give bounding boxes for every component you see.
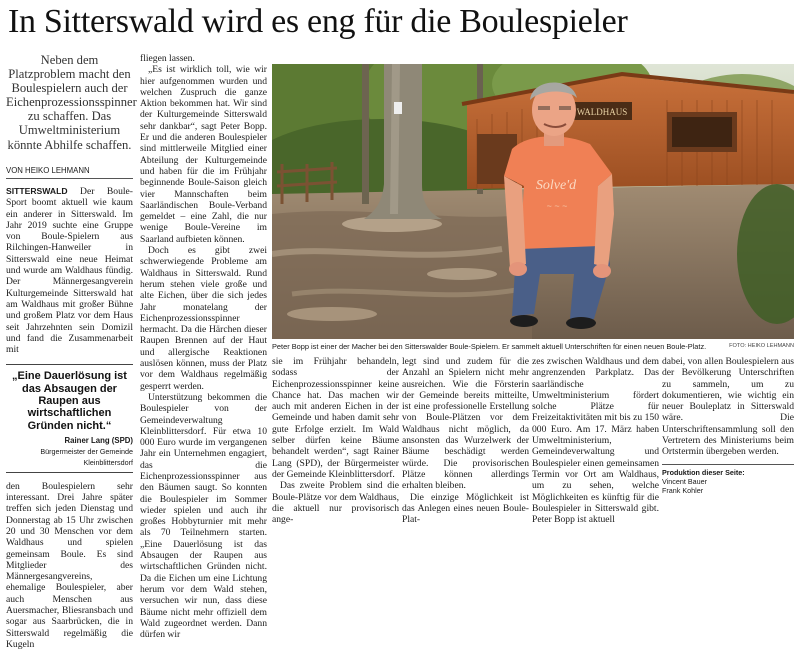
- body-paragraph: sie im Frühjahr behandeln, sodass der Eichenprozessionsspinner keine Chance hat. Das machen wir auch mit anderen Eichen in der Gemeinde und haben damit sehr gute Erfolge erzielt. Im Wald selber dürfen keine Bäume behandelt werden“, sagt Rainer Lang (SPD), der Bürgermeister der Gemeinde Kleinblittersdorf.: [272, 356, 399, 480]
- article-photo: [272, 64, 794, 339]
- pull-quote: [6, 364, 133, 476]
- photo-caption: Peter Bopp ist einer der Macher bei den Sitterswalder Boule-Spielern. Er sammelt aktuell Unterschriften für einen neuen Boule-Platz.: [272, 342, 707, 351]
- body-paragraph: fliegen lassen.: [140, 53, 195, 64]
- body-paragraph: Das zweite Problem sind die Boule-Plätze vor dem Waldhaus, die aktuell nur provisorisch ange-: [272, 480, 399, 526]
- body-paragraph: den Boulespielern sehr interessant. Drei Jahre später treffen sich jeden Dienstag und Donnerstag ab 15 Uhr zwischen 20 und 30 Menschen vor dem Waldhaus und spielen gemeinsam Boule. Es sind Mitglieder des Männergesangvereins, ehemalige Boulespieler, aber auch Menschen aus Auersmacher, Bliesransbach und sogar aus Saarbrücken, die in Sitterswald regelmäßig die Kugeln: [6, 480, 133, 650]
- lead-paragraph: [6, 186, 133, 355]
- photo-shirt-text: Solve'd: [535, 178, 577, 193]
- column-1: [6, 53, 137, 650]
- body-paragraph: legt sind und zudem für die Anzahl an Spielern nicht mehr ausreichen. Wie die Försterin der Gemeinde bereits mitteilte, ist eine professionelle Erstellung von Boule-Plätzen vor dem Waldhaus nicht möglich, da ansonsten das Wurzelwerk der Bäume beschädigt werden würde. Die provisorischen Plätze können allerdings erhalten bleiben.: [402, 356, 529, 492]
- production-credit-name: Frank Kohler: [662, 486, 704, 496]
- pull-quote-role: Bürgermeister der Gemeinde Kleinblittersdorf: [6, 446, 133, 473]
- body-paragraph: Doch es gibt zwei schwerwiegende Probleme am Waldhaus in Sitterswald. Rund herum stehen viele große und alte Eichen, über die sich jedes Jahr monatelang der Eichenprozessionsspinner hermacht. Da die Härchen dieser Raupen Brennen auf der Haut und allergische Reaktionen auslösen können, muss der Platz vor dem Waldhaus regelmäßig gesperrt werden.: [140, 245, 267, 392]
- dateline: SITTERSWALD: [6, 185, 68, 196]
- pull-quote-text: „Eine Dauerlösung ist das Absaugen der Raupen aus wirtschaftlichen Gründen nicht.“: [12, 370, 127, 432]
- column-4: [402, 356, 529, 525]
- lead-text: Der Boule-Sport boomt aktuell wie kaum ein anderer in Sitterswald. Im Jahr 2019 suchte eine Gruppe von Boule-Spielern aus Rilchingen-Hanweiler in Sitterswald eine neue Heimat und wurde am Waldhaus fündig. Der Männergesangverein Kulturgemeinde Sitterswald hat am Waldhaus mit großer Bühne und großem Platz vor dem Haus seit Jahrzehnten sein Domizil und fand die Zusammenarbeit mit: [6, 185, 133, 356]
- svg-text:~ ~ ~: ~ ~ ~: [546, 201, 568, 211]
- photo-sign-text: WALDHAUS: [576, 107, 628, 117]
- production-credits-title: Produktion dieser Seite:: [662, 467, 745, 477]
- column-3: [272, 356, 399, 525]
- column-2: [140, 53, 267, 640]
- column-6: [662, 356, 794, 496]
- photo-credit: FOTO: HEIKO LEHMANN: [729, 343, 794, 349]
- body-paragraph: Unterstützung bekommen die Boulespieler von der Gemeindeverwaltung Kleinblittersdorf. Für etwa 10 000 Euro wurde im vergangenen Jahr ein Unternehmen engagiert, das die Eichenprozessionsspinner aus den Bäumen saugt. So konnten die Boulespieler im Sommer wieder spielen und auch ihr großes Hobbyturnier mit mehr als 70 Teilnehmern starten. „Eine Dauerlösung ist das Absaugen der Raupen aus wirtschaftlichen Gründen nicht. Da die Eichen um eine Lichtung herum vor dem Wald stehen, versuchen wir nun, dass diese Bäume nicht mehr offiziell dem Wald zugeordnet werden. Dann dürfen wir: [140, 391, 267, 641]
- pull-quote-author: Rainer Lang (SPD): [64, 435, 133, 445]
- byline: VON HEIKO LEHMANN: [6, 165, 133, 179]
- body-paragraph: zes zwischen Waldhaus und dem angrenzenden Parkplatz. Das saarländische Umweltministerium fördert solche Plätze für Freizeitaktivitäten mit bis zu 150 000 Euro. Am 17. März haben Umweltministerium, Gemeindeverwaltung und Boulespieler einen gemeinsamen Termin vor Ort am Waldhaus, um zu sehen, welche Möglichkeiten es künftig für die Boulespieler in Sitterswald gibt. Peter Bopp ist aktuell: [532, 356, 659, 526]
- production-credit-name: Vincent Bauer: [662, 477, 708, 487]
- column-5: [532, 356, 659, 525]
- production-credits: [662, 464, 794, 496]
- teaser: Neben dem Platzproblem macht den Boulespielern auch der Eichenprozessionsspinner zu schaffen. Das Umweltministerium könnte Abhilfe schaffen.: [6, 53, 137, 152]
- body-paragraph: Die einzige Möglichkeit ist das Anlegen eines neuen Boule-Plat-: [402, 491, 529, 526]
- headline: In Sitterswald wird es eng für die Boulespieler: [8, 3, 628, 40]
- body-paragraph: dabei, von allen Boulespielern aus der Bevölkerung Unterschriften zu sammeln, um zu dokumentieren, wie wichtig ein neuer Bouleplatz in Sitterswald wäre. Die Unterschriftensammlung soll den Vertretern des Ministeriums beim Ortstermin übergeben werden.: [662, 356, 794, 458]
- body-paragraph: „Es ist wirklich toll, wie wir hier aufgenommen wurden und welchen Zuspruch die ganze Aktion bekommen hat. Wir sind der Kulturgemeinde Sitterswald sehr dankbar“, sagt Peter Bopp. Er und die anderen Boulespieler sind mittlerweile Mitglied einer Abteilung der Kulturgemeinde und haben für die im Frühjahr beginnende Boule-Saison gleich vier Mannschaften beim Saarländischen Boule-Verband gemeldet – eine Zahl, die nur wenige Boule-Vereine im Saarland aufbieten können.: [140, 64, 267, 245]
